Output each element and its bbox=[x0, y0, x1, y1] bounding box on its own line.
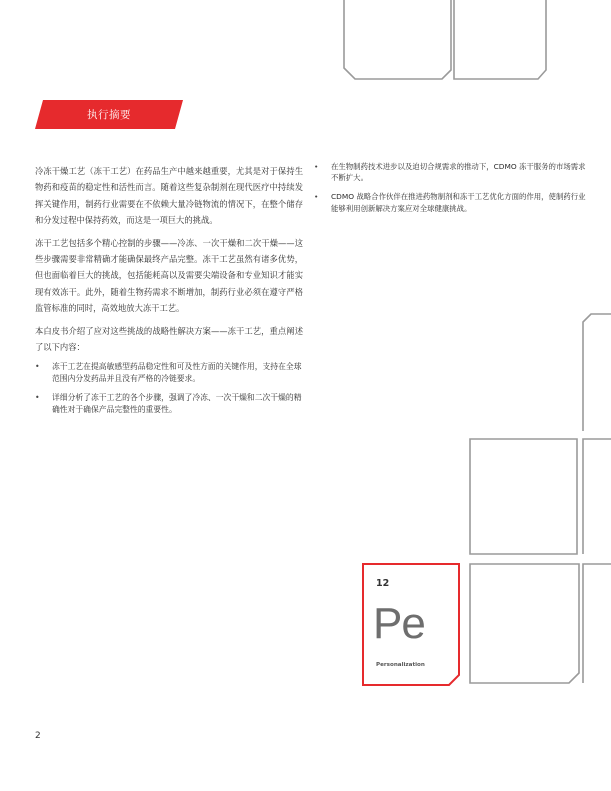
paragraph-process: 冻干工艺包括多个精心控制的步骤——冷冻、一次干燥和二次干燥——这些步骤需要非常精确才能确保最终产品完整。冻干工艺虽然有诸多优势，但也面临着巨大的挑战，包括能耗高以及需要尖端设备和专业知识才能实现有效冻干。此外，随着生物药需求不断增加，制药行业必须在遵守严格监管标准的同时，高效地放大冻干工艺。 bbox=[35, 237, 303, 314]
right-bullet-list bbox=[314, 161, 586, 214]
list-item: • 详细分析了冻干工艺的各个步骤，强调了冷冻、一次干燥和二次干燥的精确性对于确保产品完整性的重要性。 bbox=[35, 392, 303, 415]
decorative-tile-mid-a bbox=[469, 438, 579, 556]
decorative-tile-right-upper bbox=[582, 313, 611, 433]
paragraph-whitepaper: 本白皮书介绍了应对这些挑战的战略性解决方案——冻干工艺，重点阐述了以下内容： bbox=[35, 325, 303, 353]
element-name: Personalization bbox=[376, 662, 425, 668]
decorative-tile-bottom-b bbox=[582, 563, 611, 685]
decorative-tile-top-right bbox=[453, 0, 548, 82]
paragraph-intro: 冷冻干燥工艺（冻干工艺）在药品生产中越来越重要，尤其是对于保持生物药和疫苗的稳定性和活性而言。随着这些复杂制剂在现代医疗中持续发挥关键作用，制药行业需要在不依赖大量冷链物流的情况下，在整个储存和分发过程中保持药效，而这是一项巨大的挑战。 bbox=[35, 166, 303, 226]
list-item: • 在生物制药技术进步以及迫切合规需求的推动下，CDMO 冻干服务的市场需求不断扩大。 bbox=[314, 161, 586, 183]
right-column bbox=[314, 161, 586, 222]
element-number: 12 bbox=[376, 578, 390, 589]
section-heading-banner bbox=[35, 100, 183, 129]
decorative-tile-mid-b bbox=[582, 438, 611, 556]
section-heading: 执行摘要 bbox=[87, 109, 131, 121]
decorative-tile-bottom-a bbox=[469, 563, 581, 685]
list-item: • 冻干工艺在提高敏感型药品稳定性和可及性方面的关键作用，支持在全球范围内分发药品并且没有严格的冷链要求。 bbox=[35, 361, 303, 384]
page-number: 2 bbox=[35, 731, 41, 741]
left-bullet-list bbox=[35, 361, 303, 415]
list-item: • CDMO 战略合作伙伴在推进药物制剂和冻干工艺优化方面的作用，使制药行业能够利用创新解决方案应对全球健康挑战。 bbox=[314, 191, 586, 213]
left-column bbox=[35, 163, 303, 423]
decorative-tile-top-left bbox=[343, 0, 453, 82]
element-symbol: Pe bbox=[373, 599, 425, 648]
